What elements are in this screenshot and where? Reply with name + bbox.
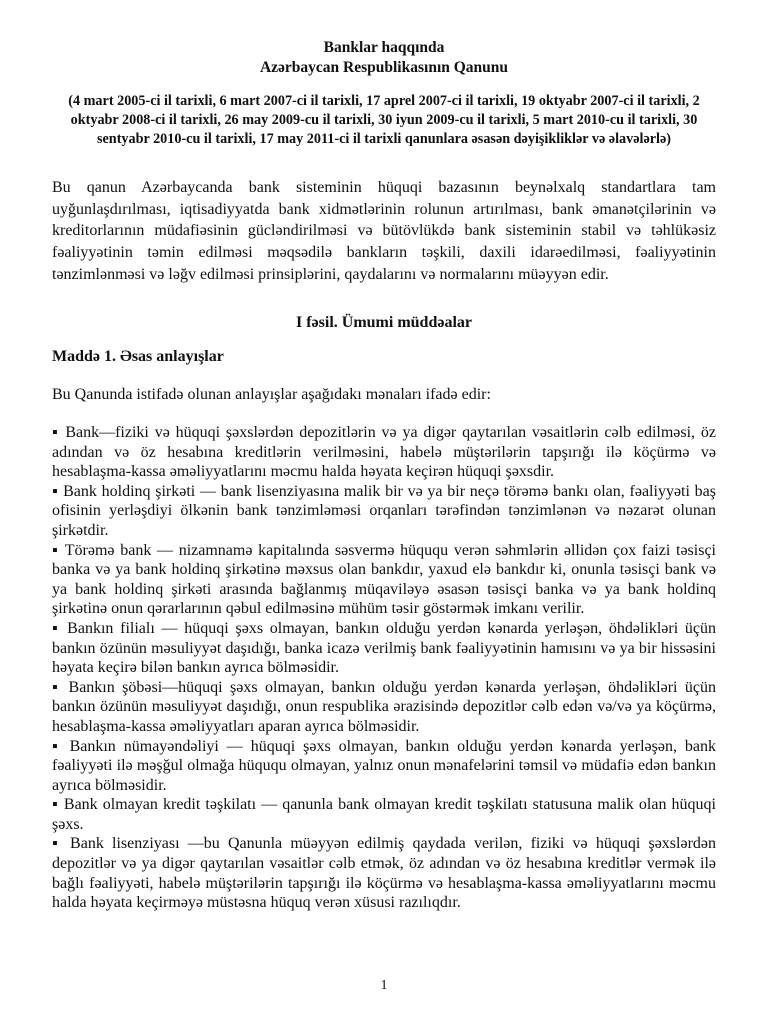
amendments-note: (4 mart 2005-ci il tarixli, 6 mart 2007-ci il tarixli, 17 aprel 2007-ci il tarixli, 19 oktyabr 2007-ci il tarixli, 2 oktyabr 2008-ci il tarixli, 26 may 2009-cu il tarixli, 30 iyun 2009-cu il tarixli, 5 mart 2010-cu il tarixli, 30 sentyabr 2010-cu il tarixli, 17 may 2011-ci il tarixli qanunlara əsasən dəyişikliklər və əlavələrlə) (68, 93, 700, 147)
definition-subsidiary-bank: ▪ Törəmə bank — nizamnamə kapitalında səsvermə hüququ verən səhmlərin əllidən çox faizi təsisçi banka və ya bank holdinq şirkətinə məxsus olan bankdır, yaxud elə bankdır ki, onunla təsisçi bank və ya bank holdinq şirkəti arasında bağlanmış müqaviləyə əsasən təsisçi banka və ya bank holdinq şirkətinə onun qərarlarının qəbul edilməsinə mühüm təsir göstərmək imkanı verilir. (52, 541, 716, 618)
definition-non-bank-credit-org: ▪ Bank olmayan kredit təşkilatı — qanunla bank olmayan kredit təşkilatı statusuna malik olan hüquqi şəxs. (52, 796, 716, 833)
definition-representative-office: ▪ Bankın nümayəndəliyi — hüquqi şəxs olmayan, bankın olduğu yerdən kənarda yerləşən, bank fəaliyyəti ilə məşğul olmağa hüququ olmayan, yalnız onun mənafelərini təmsil və müdafiə edən bankın ayrıca bölməsidir. (52, 737, 716, 794)
article-heading: Maddə 1. Əsas anlayışlar (52, 348, 224, 365)
definition-bank-branch: ▪ Bankın filialı — hüquqi şəxs olmayan, bankın olduğu yerdən kənarda yerləşən, öhdəlikləri üçün bankın özünün məsuliyyət daşıdığı, banka icazə verilmiş bank fəaliyyətinin hamısını və ya bir hissəsini həyata keçirə bilən bankın ayrıca bölməsidir. (52, 619, 716, 677)
title-line-2: Azərbaycan Respublikasının Qanunu (259, 59, 509, 76)
title-line-1: Banklar haqqında (323, 39, 445, 56)
chapter-heading: I fəsil. Ümumi müddəalar (296, 314, 472, 331)
page-number: 1 (380, 978, 388, 993)
definitions-list (52, 423, 716, 913)
intro-paragraph: Bu qanun Azərbaycanda bank sisteminin hüquqi bazasının beynəlxalq standartlara tam uyğunlaşdırılması, iqtisadiyyatda bank xidmətlərinin rolunun artırılması, bank əmanətçilərinin və kreditorlarının müdafiəsinin gücləndirilməsi və bütövlükdə bank sisteminin stabil və təhlükəsiz fəaliyyətinin təmin edilməsi məqsədilə bankların təşkili, daxili idarəedilməsi, fəaliyyətinin tənzimlənməsi və ləğv edilməsi prinsiplərini, qaydalarını və normalarını müəyyən edir. (52, 179, 716, 283)
document-title (60, 38, 708, 78)
article-lead: Bu Qanunda istifadə olunan anlayışlar aşağıdakı mənaları ifadə edir: (52, 386, 491, 403)
definition-bank: ▪ Bank—fiziki və hüquqi şəxslərdən depozitlərin və ya digər qaytarılan vəsaitlərin cəlb edilməsi, öz adından və öz hesabına kreditlərin verilməsini, habelə müştərilərin tapşırığı ilə köçürmə və hesablaşma-kassa əməliyyatlarını məcmu halda həyata keçirən hüquqi şəxsdir. (52, 424, 716, 481)
definition-bank-license: ▪ Bank lisenziyası —bu Qanunla müəyyən edilmiş qaydada verilən, fiziki və hüquqi şəxslərdən depozitlər və ya digər qaytarılan vəsaitlər cəlb etmək, öz adından və öz hesabına kreditlər vermək ilə bağlı fəaliyyəti, habelə müştərilərin tapşırığı ilə köçürmə və hesablaşma-kassa əməliyyatlarını məcmu halda həyata keçirməyə müstəsna hüquq verən xüsusi razılıqdır. (52, 835, 716, 912)
definition-bank-division: ▪ Bankın şöbəsi—hüquqi şəxs olmayan, bankın olduğu yerdən kənarda yerləşən, öhdəlikləri üçün bankın özünün məsuliyyət daşıdığı, onun respublika ərazisində depozitlər cəlb edən və/və ya köçürmə, hesablaşma-kassa əməliyyatları aparan ayrıca bölməsidir. (52, 678, 716, 735)
definition-bank-holding: ▪ Bank holdinq şirkəti — bank lisenziyasına malik bir və ya bir neçə törəmə bankı olan, fəaliyyəti baş ofisinin yerləşdiyi ölkənin bank tənzimləməsi orqanları tərəfindən tənzimlənən və nəzarət olunan şirkətdir. (52, 482, 716, 539)
